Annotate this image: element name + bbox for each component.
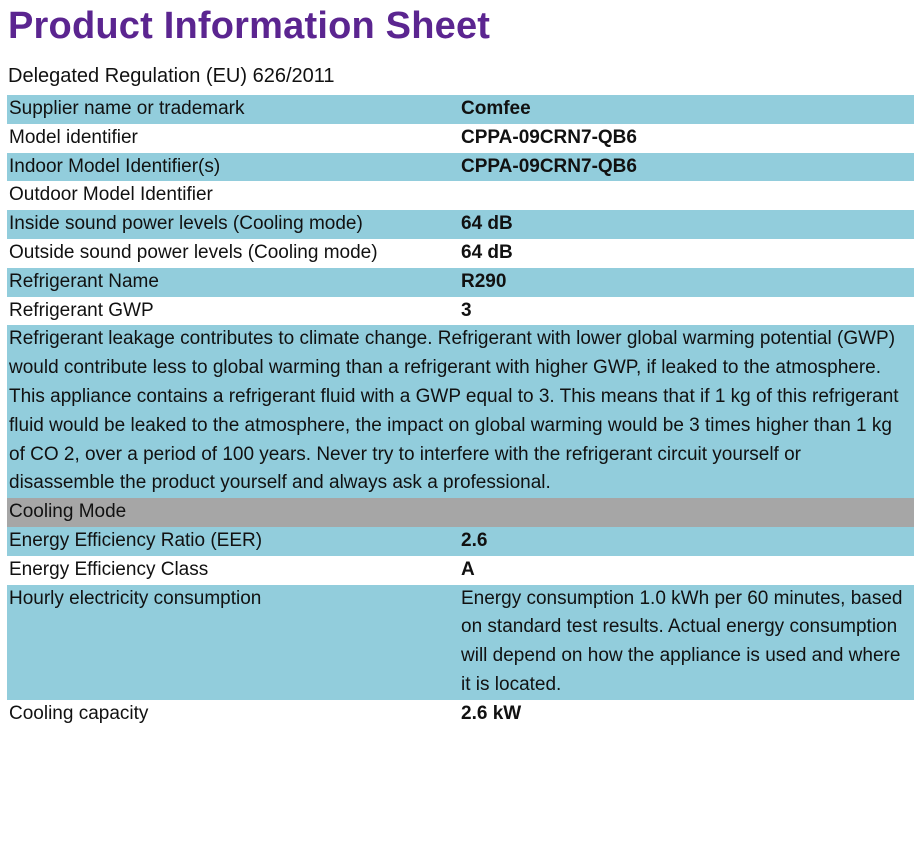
row-value: 2.6 kW bbox=[461, 702, 522, 724]
table-row bbox=[7, 95, 914, 124]
table-row bbox=[7, 239, 914, 268]
section-title: Cooling Mode bbox=[9, 501, 127, 523]
row-label: Indoor Model Identifier(s) bbox=[9, 155, 221, 177]
table-row bbox=[7, 210, 914, 239]
refrigerant-notice: Refrigerant leakage contributes to climate change. Refrigerant with lower global warming potential (GWP) would contribute less to global warming than a refrigerant with higher GWP, if leaked to the atmosphere. This appliance contains a refrigerant fluid with a GWP equal to 3. This means that if 1 kg of this refrigerant fluid would be leaked to the atmosphere, the impact on global warming would be 3 times higher than 1 kg of CO 2, over a period of 100 years. Never try to interfere with the refrigerant circuit yourself or disassemble the product yourself and always ask a professional. bbox=[9, 328, 899, 494]
row-label: Refrigerant Name bbox=[9, 270, 159, 292]
table-row bbox=[7, 153, 914, 182]
row-label: Energy Efficiency Ratio (EER) bbox=[9, 529, 263, 551]
row-value: 64 dB bbox=[461, 241, 513, 263]
table-row bbox=[7, 297, 914, 326]
row-label: Supplier name or trademark bbox=[9, 98, 245, 119]
row-label: Inside sound power levels (Cooling mode) bbox=[9, 213, 363, 235]
row-value: 64 dB bbox=[461, 213, 513, 235]
row-value bbox=[461, 181, 914, 210]
table-row bbox=[7, 585, 914, 700]
row-value: A bbox=[461, 558, 475, 580]
row-label: Model identifier bbox=[9, 126, 138, 148]
row-value: Comfee bbox=[461, 98, 531, 119]
row-label: Outdoor Model Identifier bbox=[9, 184, 213, 206]
row-value: R290 bbox=[461, 270, 507, 292]
table-row bbox=[7, 268, 914, 297]
row-value: 3 bbox=[461, 299, 472, 321]
refrigerant-notice-row bbox=[7, 325, 914, 498]
table-row bbox=[7, 181, 914, 210]
section-header-cooling bbox=[7, 498, 914, 527]
row-value: CPPA-09CRN7-QB6 bbox=[461, 126, 637, 148]
row-value: 2.6 bbox=[461, 529, 488, 551]
row-label: Outside sound power levels (Cooling mode) bbox=[9, 241, 378, 263]
table-row bbox=[7, 700, 914, 729]
table-row bbox=[7, 527, 914, 556]
product-info-table bbox=[7, 95, 914, 729]
page-title: Product Information Sheet bbox=[8, 5, 491, 47]
row-label: Energy Efficiency Class bbox=[9, 558, 209, 580]
row-value: Energy consumption 1.0 kWh per 60 minutes, based on standard test results. Actual energy consumption will depend on how the appliance is used and where it is located. bbox=[461, 587, 903, 695]
row-label: Hourly electricity consumption bbox=[9, 587, 262, 609]
row-label: Cooling capacity bbox=[9, 702, 149, 724]
row-label: Refrigerant GWP bbox=[9, 299, 154, 321]
regulation-reference: Delegated Regulation (EU) 626/2011 bbox=[8, 65, 335, 87]
table-row bbox=[7, 124, 914, 153]
table-row bbox=[7, 556, 914, 585]
row-value: CPPA-09CRN7-QB6 bbox=[461, 155, 637, 177]
